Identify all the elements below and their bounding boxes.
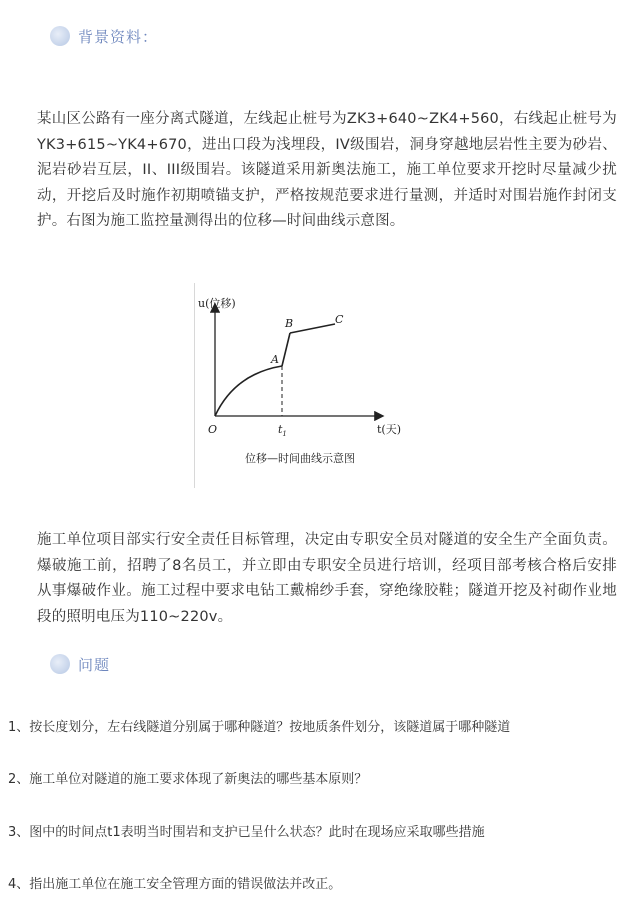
- origin-label: O: [208, 423, 218, 436]
- question-item-1: 1、按长度划分，左右线隧道分别属于哪种隧道？按地质条件划分，该隧道属于哪种隧道: [8, 720, 511, 735]
- circle-bullet-icon: [50, 26, 70, 46]
- circle-bullet-icon: [50, 654, 70, 674]
- displacement-time-figure: [194, 283, 414, 488]
- y-axis-label: u(位移): [198, 297, 236, 310]
- point-b-label: B: [285, 317, 294, 330]
- figure-left-border: [194, 283, 195, 488]
- background-paragraph-2: 施工单位项目部实行安全责任目标管理，决定由专职安全员对隧道的安全生产全面负责。爆破施工前，招聘了8名员工，并立即由专职安全员进行培训，经项目部考核合格后安排从事爆破作业。施工过程中要求电钻工戴棉纱手套，穿绝缘胶鞋；隧道开挖及衬砌作业地段的照明电压为110~220v。: [37, 532, 617, 625]
- questions-section-header: [50, 651, 110, 677]
- point-a-label: A: [271, 353, 279, 366]
- background-section-title: 背景资料：: [78, 27, 159, 46]
- question-item-2: 2、施工单位对隧道的施工要求体现了新奥法的哪些基本原则？: [8, 772, 368, 787]
- background-section-header: [50, 23, 158, 49]
- displacement-time-chart: [194, 283, 414, 488]
- segment-b-to-c: [290, 324, 335, 333]
- t1-label: $t_1$: [278, 423, 287, 438]
- figure-caption: 位移—时间曲线示意图: [245, 452, 355, 465]
- point-c-label: C: [335, 313, 344, 326]
- segment-a-to-b: [282, 333, 290, 366]
- question-item-3: 3、图中的时间点t1表明当时围岩和支护已呈什么状态？此时在现场应采取哪些措施: [8, 825, 485, 840]
- background-paragraph-1: 某山区公路有一座分离式隧道，左线起止桩号为ZK3+640~ZK4+560，右线起止桩号为YK3+615~YK4+670，进出口段为浅埋段，IV级围岩，洞身穿越地层岩性主要为砂岩、泥岩砂岩互层，II、III级围岩。该隧道采用新奥法施工，施工单位要求开挖时尽量减少扰动，开挖后及时施作初期喷锚支护，严格按规范要求进行量测，并适时对围岩施作封闭支护。右图为施工监控量测得出的位移—时间曲线示意图。: [37, 111, 617, 229]
- x-axis-label: t(天): [377, 423, 402, 436]
- curve-o-to-a: [215, 366, 282, 416]
- questions-section-title: 问题: [78, 655, 111, 674]
- question-item-4: 4、指出施工单位在施工安全管理方面的错误做法并改正。: [8, 877, 342, 892]
